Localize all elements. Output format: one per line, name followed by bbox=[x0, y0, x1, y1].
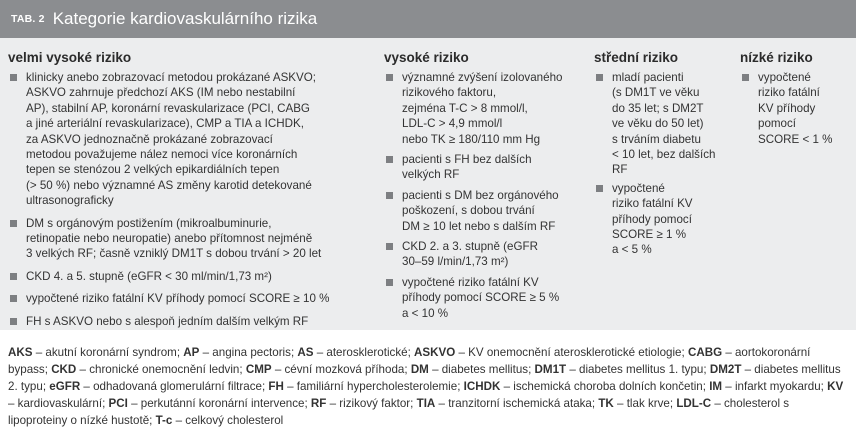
square-bullet-icon bbox=[386, 74, 393, 81]
abbreviation-term: KV bbox=[827, 380, 844, 393]
column-heading: nízké riziko bbox=[740, 50, 813, 65]
abbreviation-definition: familiární hypercholesterolemie bbox=[296, 380, 458, 393]
abbreviation-definition: aortokoronární bypass bbox=[8, 346, 811, 376]
column-heading: střední riziko bbox=[594, 50, 679, 65]
list-item: vypočtené riziko fatální KV příhody pomocí SCORE ≥ 5 % a < 10 % bbox=[384, 275, 562, 321]
list-item: mladí pacienti (s DM1T ve věku do 35 let; s DM2T ve věku do 50 let) s trváním diabetu < 10 let, bez dalších RF bbox=[594, 70, 715, 178]
list-item: vypočtené riziko fatální KV příhody pomocí SCORE ≥ 10 % bbox=[8, 291, 329, 306]
risk-category-panel bbox=[0, 38, 856, 330]
abbreviation-term: TIA bbox=[416, 397, 436, 410]
abbreviation-term: CKD bbox=[51, 363, 77, 376]
abbreviation-term: CMP bbox=[245, 363, 272, 376]
abbreviation-definition: odhadovaná glomerulární filtrace bbox=[93, 380, 262, 393]
abbreviation-term: AP bbox=[183, 346, 200, 359]
abbreviation-definition: aterosklerotické bbox=[326, 346, 408, 359]
abbreviation-definition: chronické onemocnění ledvin bbox=[89, 363, 240, 376]
abbreviation-definition: rizikový faktor bbox=[339, 397, 411, 410]
abbreviation-term: AS bbox=[297, 346, 314, 359]
abbreviations-footnote: AKS – akutní koronární syndrom; AP – angina pectoris; AS – aterosklerotické; ASKVO – KV onemocnění aterosklerotické etiologie; CABG – aortokoronární bypass; CKD – chronické onemocnění ledvin; CMP – cévní mozková příhoda; DM – diabetes mellitus; DM1T – diabetes mellitus 1. typu; DM2T – diabetes mellitus 2. typu; eGFR – odhadovaná glomerulární filtrace; FH – familiární hypercholesterolemie; ICHDK – ischemická choroba dolních končetin; IM – infarkt myokardu; KV – kardiovaskulární; PCI – perkutánní koronární intervence; RF – rizikový faktor; TIA – tranzitorní ischemická ataka; TK – tlak krve; LDL-C – cholesterol s lipoproteiny o nízké hustotě; T-c – celkový cholesterol bbox=[8, 346, 844, 427]
abbreviation-term: RF bbox=[310, 397, 327, 410]
abbreviation-term: ICHDK bbox=[463, 380, 501, 393]
list-item: DM s orgánovým postižením (mikroalbuminurie, retinopatie nebo neuropatie) anebo přítomnost nejméně 3 velkých RF; časně vzniklý DM1T s dobou trvání > 20 let bbox=[8, 216, 329, 262]
square-bullet-icon bbox=[386, 192, 393, 199]
table-number: TAB. 2 bbox=[11, 13, 45, 25]
square-bullet-icon bbox=[386, 156, 393, 163]
abbreviation-term: LDL-C bbox=[676, 397, 712, 410]
abbreviation-term: DM bbox=[410, 363, 429, 376]
abbreviation-term: eGFR bbox=[49, 380, 81, 393]
abbreviation-term: CABG bbox=[687, 346, 723, 359]
square-bullet-icon bbox=[10, 273, 17, 280]
square-bullet-icon bbox=[596, 74, 603, 81]
table-title: Kategorie kardiovaskulárního rizika bbox=[52, 9, 318, 28]
list-item: významné zvýšení izolovaného rizikového faktoru, zejména T-C > 8 mmol/l, LDL-C > 4,9 mmol/l nebo TK ≥ 180/110 mm Hg bbox=[384, 70, 562, 147]
abbreviation-definition: diabetes mellitus 2. typu bbox=[8, 363, 841, 393]
abbreviation-term: ASKVO bbox=[414, 346, 456, 359]
list-item: CKD 2. a 3. stupně (eGFR 30–59 l/min/1,73 m²) bbox=[384, 239, 562, 270]
square-bullet-icon bbox=[596, 185, 603, 192]
abbreviation-term: TK bbox=[598, 397, 614, 410]
abbreviation-term: T-c bbox=[155, 414, 173, 427]
list-item: vypočtené riziko fatální KV příhody pomocí SCORE ≥ 1 % a < 5 % bbox=[594, 181, 715, 258]
abbreviation-term: AKS bbox=[8, 346, 33, 359]
square-bullet-icon bbox=[386, 279, 393, 286]
square-bullet-icon bbox=[742, 74, 749, 81]
abbreviation-definition: akutní koronární syndrom bbox=[45, 346, 177, 359]
column-heading: vysoké riziko bbox=[384, 50, 469, 65]
list-item: pacienti s DM bez orgánového poškození, s dobou trvání DM ≥ 10 let nebo s dalším RF bbox=[384, 188, 562, 234]
abbreviation-definition: KV onemocnění aterosklerotické etiologie bbox=[468, 346, 682, 359]
abbreviation-term: FH bbox=[268, 380, 284, 393]
list-item: pacienti s FH bez dalších velkých RF bbox=[384, 152, 562, 183]
square-bullet-icon bbox=[10, 295, 17, 302]
abbreviation-definition: cévní mozková příhoda bbox=[284, 363, 405, 376]
list-item: CKD 4. a 5. stupně (eGFR < 30 ml/min/1,73 m²) bbox=[8, 269, 329, 284]
column-heading: velmi vysoké riziko bbox=[8, 50, 132, 65]
abbreviation-definition: tranzitorní ischemická ataka bbox=[448, 397, 592, 410]
abbreviation-definition: diabetes mellitus bbox=[441, 363, 529, 376]
abbreviation-definition: diabetes mellitus 1. typu bbox=[579, 363, 704, 376]
abbreviation-definition: perkutánní koronární intervence bbox=[140, 397, 305, 410]
abbreviation-definition: cholesterol s lipoproteiny o nízké hustotě bbox=[8, 397, 790, 427]
abbreviation-term: PCI bbox=[108, 397, 128, 410]
table-header bbox=[0, 0, 856, 38]
abbreviation-definition: kardiovaskulární bbox=[17, 397, 103, 410]
square-bullet-icon bbox=[386, 243, 393, 250]
criteria-list bbox=[740, 70, 832, 147]
square-bullet-icon bbox=[10, 220, 17, 227]
criteria-list bbox=[594, 70, 715, 261]
abbreviation-definition: celkový cholesterol bbox=[185, 414, 284, 427]
abbreviation-definition: infarkt myokardu bbox=[734, 380, 821, 393]
abbreviation-term: DM2T bbox=[709, 363, 742, 376]
list-item: klinicky anebo zobrazovací metodou prokázané ASKVO; ASKVO zahrnuje předchozí AKS (IM nebo nestabilní AP), stabilní AP, koronární revaskularizace (PCI, CABG a jiné arteriální revaskularizace), CMP a TIA a ICHDK, za ASKVO jednoznačně prokázané zobrazovací metodou považujeme nález nemoci více koronárních tepen se stenózou 2 velkých epikardiálních tepen (> 50 %) nebo významné AS změny karotid detekované ultrasonograficky bbox=[8, 70, 329, 209]
square-bullet-icon bbox=[10, 74, 17, 81]
abbreviation-term: DM1T bbox=[534, 363, 567, 376]
abbreviation-definition: angina pectoris bbox=[212, 346, 291, 359]
abbreviation-definition: tlak krve bbox=[626, 397, 670, 410]
square-bullet-icon bbox=[10, 318, 17, 325]
list-item: vypočtené riziko fatální KV příhody pomocí SCORE < 1 % bbox=[740, 70, 832, 147]
criteria-list bbox=[384, 70, 562, 326]
criteria-list bbox=[8, 70, 329, 336]
list-item: FH s ASKVO nebo s alespoň jedním dalším velkým RF bbox=[8, 314, 329, 329]
abbreviation-term: IM bbox=[709, 380, 723, 393]
abbreviation-definition: ischemická choroba dolních končetin bbox=[513, 380, 703, 393]
